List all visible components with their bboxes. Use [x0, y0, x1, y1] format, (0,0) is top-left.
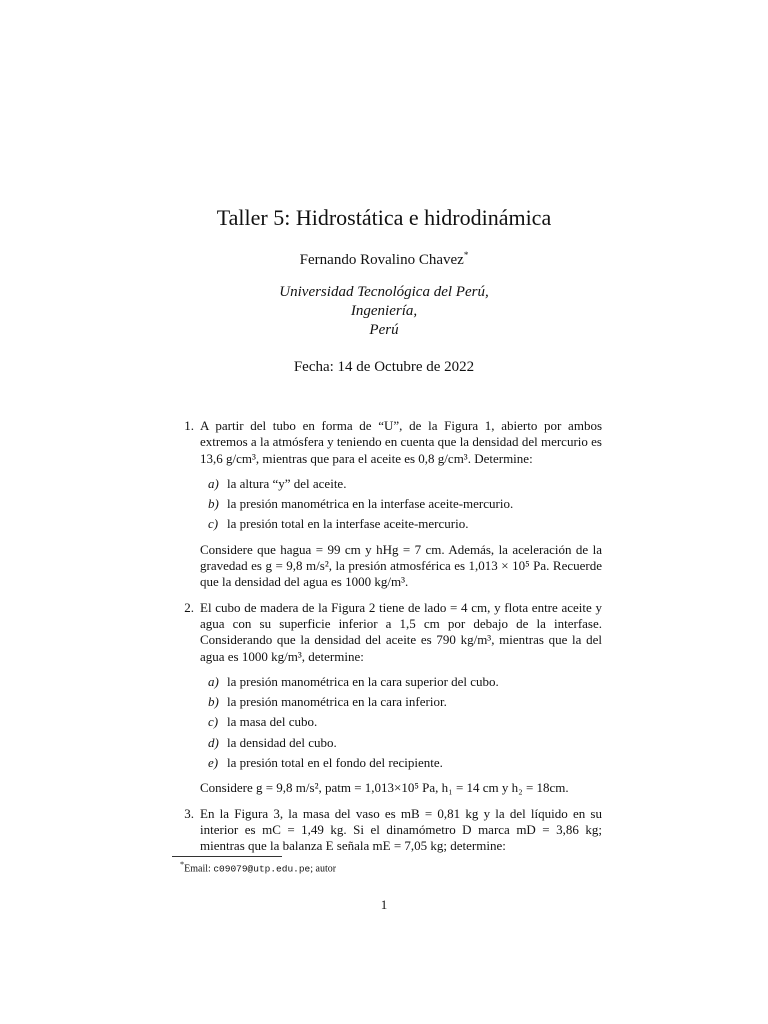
sub-question — [200, 516, 602, 532]
problem-number: 3. — [184, 805, 194, 821]
sub-question-letter: d) — [208, 734, 219, 750]
problem-1 — [172, 418, 602, 591]
sub-question-letter: b) — [208, 496, 219, 512]
sub-question — [200, 496, 602, 512]
sub-question-text: la presión total en la interfase aceite-mercurio. — [227, 516, 469, 532]
document-date: Fecha: 14 de Octubre de 2022 — [293, 359, 475, 375]
sub-question — [200, 694, 602, 710]
affiliation-line: Ingeniería, — [350, 303, 418, 319]
sub-question — [200, 735, 602, 751]
author-name: Fernando Rovalino Chavez — [299, 252, 464, 268]
problem-note: Considere que hagua = 99 cm y hHg = 7 cm. Además, la aceleración de la gravedad es g = 9,8 m/s², la presión atmosférica es 1,013 × 10⁵ Pa. Recuerde que la densidad del agua es 1000 kg/m³. — [200, 541, 602, 590]
footnote-suffix: ; autor — [310, 863, 337, 875]
affiliation-line: Perú — [369, 322, 399, 338]
problem-list — [172, 418, 602, 864]
sub-question-text: la altura “y” del aceite. — [227, 475, 347, 491]
sub-question-text: la presión manométrica en la interfase aceite-mercurio. — [227, 496, 514, 512]
sub-question-text: la presión manométrica en la cara inferior. — [227, 694, 447, 710]
document-title: Taller 5: Hidrostática e hidrodinámica — [216, 205, 552, 230]
problem-statement: En la Figura 3, la masa del vaso es mB = 0,81 kg y la del líquido en su interior es mC = 1,49 kg. Si el dinamómetro D marca mD = 3,86 kg; mientras que la balanza E señala mE = 7,05 kg; determine: — [200, 805, 602, 854]
page-number: 1 — [380, 897, 388, 912]
footnote-label: Email: — [184, 863, 211, 875]
sub-question-letter: e) — [208, 755, 219, 771]
problem-3 — [172, 806, 602, 855]
sub-question-text: la presión total en el fondo del recipiente. — [227, 755, 443, 771]
sub-question-letter: a) — [208, 673, 219, 689]
sub-question-text: la presión manométrica en la cara superior del cubo. — [227, 673, 499, 689]
sub-question — [200, 714, 602, 730]
sub-question-letter: a) — [208, 475, 219, 491]
sub-question-letter: c) — [208, 714, 219, 730]
sub-question-list — [200, 674, 602, 771]
sub-question-letter: b) — [208, 694, 219, 710]
problem-statement: El cubo de madera de la Figura 2 tiene de lado = 4 cm, y flota entre aceite y agua con su superficie inferior a 1,5 cm por debajo de la interfase. Considerando que la densidad del aceite es 790 kg/m³, mientras que la del agua es 1000 kg/m³, determine: — [200, 599, 602, 664]
sub-question-letter: c) — [208, 516, 219, 532]
author-footnote-mark: * — [463, 250, 469, 260]
footnote-email[interactable]: c09079@utp.edu.pe — [213, 863, 311, 875]
problem-2 — [172, 600, 602, 797]
affiliation — [0, 283, 768, 340]
footnote — [180, 860, 336, 874]
affiliation-line: Universidad Tecnológica del Perú, — [279, 284, 489, 300]
author-line — [0, 250, 768, 269]
problem-number: 2. — [184, 599, 194, 615]
sub-question-text: la densidad del cubo. — [227, 734, 337, 750]
sub-question — [200, 674, 602, 690]
problem-note: Considere g = 9,8 m/s², patm = 1,013×10⁵ Pa, h₁ = 14 cm y h₂ = 18cm. — [200, 780, 569, 796]
sub-question-list — [200, 476, 602, 533]
footnote-divider — [172, 856, 282, 857]
sub-question — [200, 755, 602, 771]
footnote-mark: * — [180, 860, 185, 869]
sub-question — [200, 476, 602, 492]
problem-statement: A partir del tubo en forma de “U”, de la Figura 1, abierto por ambos extremos a la atmósfera y teniendo en cuenta que la densidad del mercurio es 13,6 g/cm³, mientras que para el aceite es 0,8 g/cm³. Determine: — [200, 418, 602, 466]
problem-number: 1. — [184, 418, 194, 433]
sub-question-text: la masa del cubo. — [227, 714, 318, 730]
